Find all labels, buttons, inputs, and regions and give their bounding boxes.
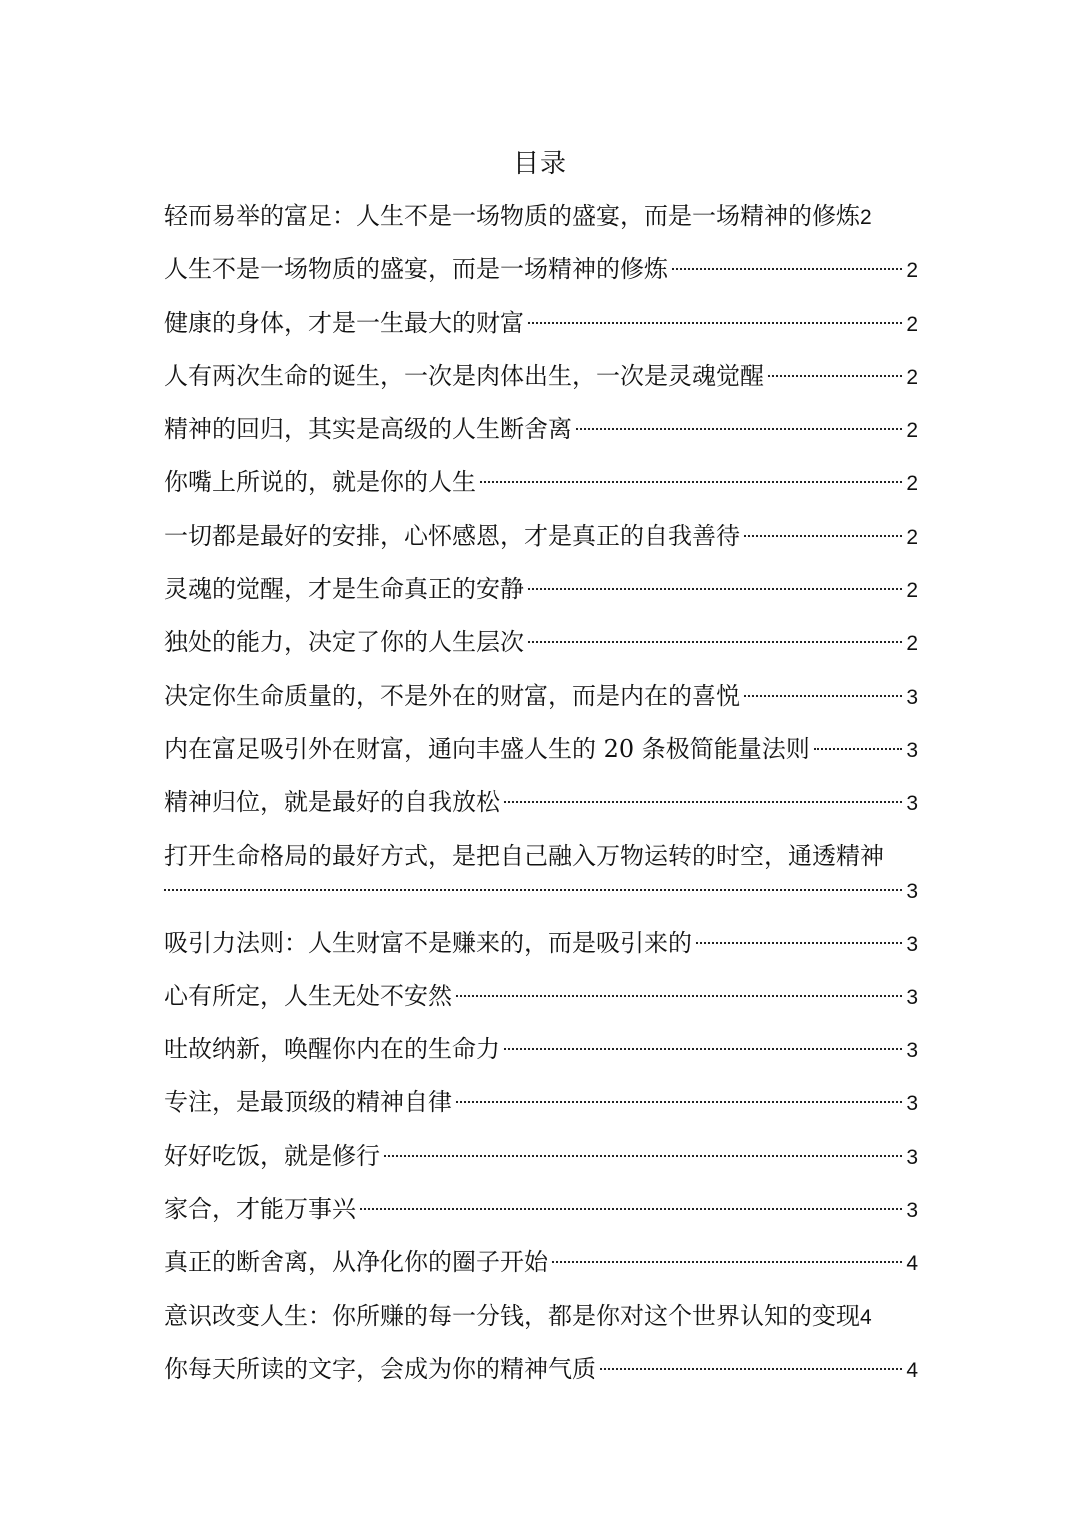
toc-entry-title: 你嘴上所说的，就是你的人生 <box>164 468 476 497</box>
toc-entry-page: 3 <box>906 1092 918 1116</box>
toc-entry-title: 打开生命格局的最好方式，是把自己融入万物运转的时空，通透精神 <box>164 841 884 870</box>
toc-leader-dots <box>528 588 902 590</box>
toc-entry[interactable] <box>164 411 918 464</box>
toc-entry[interactable] <box>164 198 918 251</box>
toc-entry-page: 2 <box>906 365 918 389</box>
toc-entry[interactable] <box>164 624 918 677</box>
toc-entry-page: 2 <box>906 525 918 549</box>
toc-leader-dots <box>744 695 902 697</box>
toc-entry-title: 精神归位，就是最好的自我放松 <box>164 788 500 817</box>
toc-entry[interactable] <box>164 784 918 837</box>
toc-entry-title: 意识改变人生：你所赚的每一分钱，都是你对这个世界认知的变现 <box>164 1301 860 1330</box>
toc-entry[interactable] <box>164 1244 918 1297</box>
toc-leader-dots <box>384 1155 902 1157</box>
toc-leader-dots <box>696 942 902 944</box>
toc-leader-dots <box>456 995 902 997</box>
toc-entry-page: 3 <box>906 685 918 709</box>
toc-leader-dots <box>504 801 902 803</box>
toc-entry-page: 3 <box>906 738 918 762</box>
toc-entry-title: 真正的断舍离，从净化你的圈子开始 <box>164 1248 548 1277</box>
toc-entry-page: 3 <box>906 792 918 816</box>
toc-entry[interactable] <box>164 731 918 784</box>
toc-entry-page: 4 <box>906 1358 918 1382</box>
toc-heading: 目录 <box>512 149 567 179</box>
toc-leader-dots <box>504 1048 902 1050</box>
toc-entry-page: 3 <box>906 1199 918 1223</box>
toc-leader-dots <box>480 481 902 483</box>
toc-leader-dots <box>672 268 902 270</box>
toc-entry[interactable] <box>164 305 918 358</box>
toc-entry-page: 2 <box>906 472 918 496</box>
toc-entry-page: 2 <box>906 312 918 336</box>
toc-entry-page: 2 <box>906 632 918 656</box>
toc-entry-title: 家合，才能万事兴 <box>164 1195 356 1224</box>
toc-leader-dots <box>814 748 903 750</box>
toc-entry[interactable] <box>164 358 918 411</box>
toc-entry-title: 灵魂的觉醒，才是生命真正的安静 <box>164 575 524 604</box>
toc-entry-title: 精神的回归，其实是高级的人生断舍离 <box>164 415 572 444</box>
toc-entry-title: 人生不是一场物质的盛宴，而是一场精神的修炼 <box>164 255 668 284</box>
toc-entry[interactable] <box>164 978 918 1031</box>
toc-entry[interactable] <box>164 1191 918 1244</box>
toc-entry-title: 一切都是最好的安排，心怀感恩，才是真正的自我善待 <box>164 521 740 550</box>
toc-entry-page: 4 <box>860 1305 872 1329</box>
toc-entry[interactable] <box>164 925 918 978</box>
toc-entry[interactable] <box>164 1138 918 1191</box>
toc-entry-title: 决定你生命质量的，不是外在的财富，而是内在的喜悦 <box>164 681 740 710</box>
toc-entry-page: 3 <box>906 879 918 903</box>
toc-leader-dots <box>576 428 902 430</box>
toc-entry-title: 人有两次生命的诞生，一次是肉体出生，一次是灵魂觉醒 <box>164 361 764 390</box>
toc-entry[interactable] <box>164 464 918 517</box>
toc-entry-title: 轻而易举的富足：人生不是一场物质的盛宴，而是一场精神的修炼 <box>164 202 860 230</box>
toc-entry[interactable] <box>164 1351 918 1404</box>
toc-entry-page: 2 <box>906 419 918 443</box>
toc-entry[interactable] <box>164 1084 918 1137</box>
toc-leader-dots <box>360 1208 902 1210</box>
toc-entry-page: 3 <box>906 1145 918 1169</box>
toc-leader-dots <box>528 322 902 324</box>
toc-leader-dots <box>600 1368 902 1370</box>
toc-entry-page: 3 <box>906 932 918 956</box>
toc-entry-page: 2 <box>906 579 918 603</box>
toc-entry-title: 吐故纳新，唤醒你内在的生命力 <box>164 1035 500 1064</box>
toc-entry-title: 心有所定，人生无处不安然 <box>164 981 452 1010</box>
toc-entry-continuation <box>164 874 918 910</box>
toc-entry[interactable] <box>164 251 918 304</box>
toc-entry-page: 2 <box>860 206 872 229</box>
toc-entry-title: 好好吃饭，就是修行 <box>164 1141 380 1170</box>
toc-leader-dots <box>164 889 902 891</box>
toc-entry[interactable] <box>164 678 918 731</box>
toc-entry-title: 吸引力法则：人生财富不是赚来的，而是吸引来的 <box>164 928 692 957</box>
toc-entry[interactable] <box>164 518 918 571</box>
toc-leader-dots <box>456 1101 902 1103</box>
toc-entry-title: 独处的能力，决定了你的人生层次 <box>164 628 524 657</box>
toc-leader-dots <box>552 1261 902 1263</box>
toc-entry-page: 3 <box>906 1039 918 1063</box>
toc-entry-page: 2 <box>906 259 918 283</box>
toc-entry-title: 内在富足吸引外在财富，通向丰盛人生的 20 条极简能量法则 <box>164 734 810 763</box>
toc-entry-page: 3 <box>906 985 918 1009</box>
toc-list <box>164 198 918 1404</box>
toc-entry[interactable] <box>164 838 918 925</box>
toc-entry-title: 你每天所读的文字，会成为你的精神气质 <box>164 1354 596 1383</box>
toc-entry-page: 4 <box>906 1252 918 1276</box>
toc-entry[interactable] <box>164 1031 918 1084</box>
toc-entry[interactable] <box>164 1298 918 1351</box>
toc-leader-dots <box>744 535 902 537</box>
toc-entry-title: 专注，是最顶级的精神自律 <box>164 1088 452 1117</box>
toc-entry[interactable] <box>164 571 918 624</box>
toc-leader-dots <box>528 641 902 643</box>
toc-leader-dots <box>768 375 902 377</box>
toc-entry-title: 健康的身体，才是一生最大的财富 <box>164 308 524 337</box>
